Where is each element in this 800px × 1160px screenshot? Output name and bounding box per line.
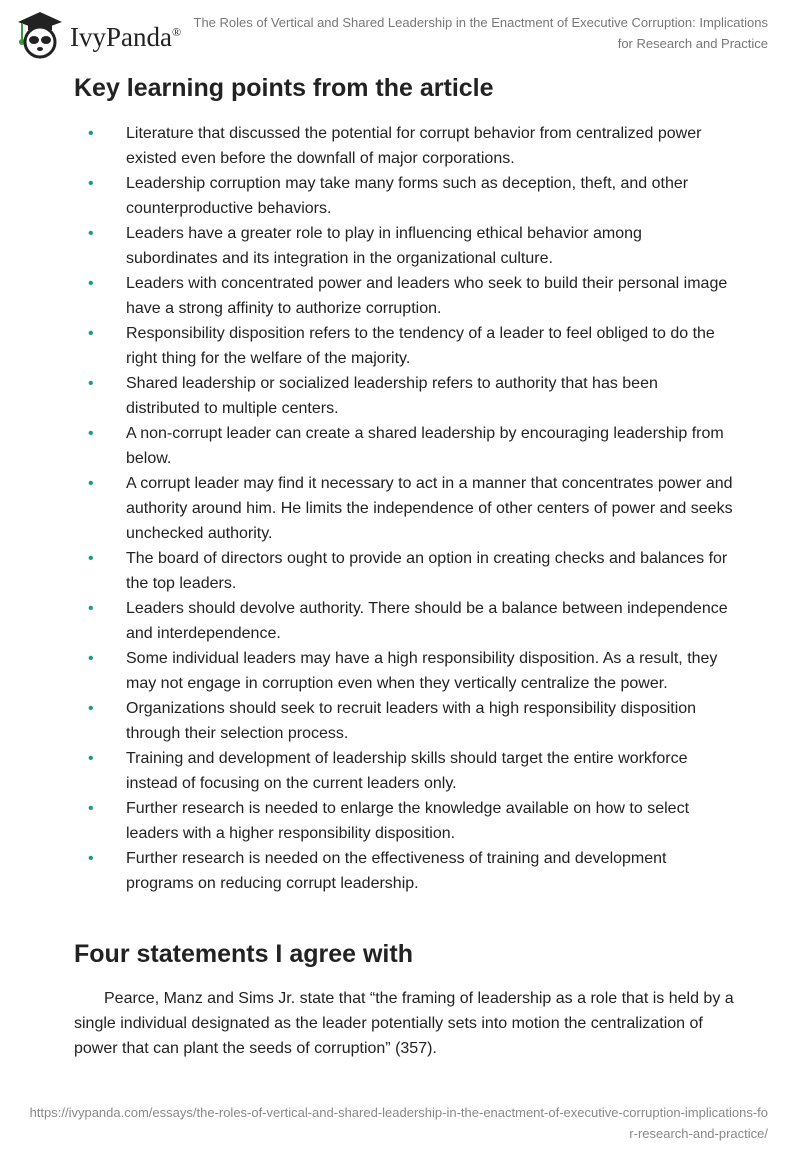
- list-item-text: Leadership corruption may take many forms such as deception, theft, and other counterproductive behaviors.: [126, 175, 689, 217]
- list-item: [74, 171, 734, 221]
- list-item: [74, 221, 734, 271]
- body-paragraph: Pearce, Manz and Sims Jr. state that “the framing of leadership as a role that is held by a single individual designated as the leader potentially sets into motion the centralization of power that can plant the seeds of corruption” (357).: [74, 990, 734, 1057]
- logo[interactable]: [14, 8, 181, 60]
- list-item-text: A corrupt leader may find it necessary to act in a manner that concentrates power and authority around him. He limits the independence of other centers of power and seeks unchecked authority.: [126, 475, 733, 542]
- bullet-icon: •: [88, 650, 94, 667]
- list-item-text: Further research is needed to enlarge the knowledge available on how to select leaders with a higher responsibility disposition.: [126, 800, 690, 842]
- bullet-icon: •: [88, 375, 94, 392]
- bullet-icon: •: [88, 600, 94, 617]
- list-item-text: Further research is needed on the effectiveness of training and development programs on reducing corrupt leadership.: [126, 850, 667, 892]
- key-points-list: [74, 121, 734, 896]
- list-item: [74, 271, 734, 321]
- bullet-icon: •: [88, 750, 94, 767]
- list-item-text: A non-corrupt leader can create a shared leadership by encouraging leadership from below.: [126, 425, 724, 467]
- list-item-text: Literature that discussed the potential for corrupt behavior from centralized power existed even before the downfall of major corporations.: [126, 125, 702, 167]
- bullet-icon: •: [88, 175, 94, 192]
- list-item: [74, 746, 734, 796]
- list-item: [74, 596, 734, 646]
- bullet-icon: •: [88, 325, 94, 342]
- list-item-text: Responsibility disposition refers to the tendency of a leader to feel obliged to do the right thing for the welfare of the majority.: [126, 325, 715, 367]
- list-item: [74, 421, 734, 471]
- panda-logo-icon: [14, 8, 66, 60]
- bullet-icon: •: [88, 225, 94, 242]
- list-item: [74, 321, 734, 371]
- list-item-text: Shared leadership or socialized leadership refers to authority that has been distributed to multiple centers.: [126, 375, 658, 417]
- list-item: [74, 121, 734, 171]
- list-item-text: Leaders have a greater role to play in influencing ethical behavior among subordinates and its integration in the organizational culture.: [126, 225, 642, 267]
- bullet-icon: •: [88, 425, 94, 442]
- bullet-icon: •: [88, 275, 94, 292]
- list-item-text: Leaders with concentrated power and leaders who seek to build their personal image have a strong affinity to authorize corruption.: [126, 275, 728, 317]
- bullet-icon: •: [88, 800, 94, 817]
- list-item-text: The board of directors ought to provide an option in creating checks and balances for the top leaders.: [126, 550, 728, 592]
- list-item-text: Training and development of leadership skills should target the entire workforce instead of focusing on the current leaders only.: [126, 750, 688, 792]
- list-item: [74, 471, 734, 546]
- bullet-icon: •: [88, 125, 94, 142]
- list-item-text: Organizations should seek to recruit leaders with a high responsibility disposition through their selection process.: [126, 700, 697, 742]
- list-item-text: Leaders should devolve authority. There should be a balance between independence and interdependence.: [126, 600, 728, 642]
- bullet-icon: •: [88, 700, 94, 717]
- section-heading-key-points: Key learning points from the article: [74, 74, 494, 102]
- list-item: [74, 371, 734, 421]
- section-heading-agree: Four statements I agree with: [74, 940, 413, 968]
- list-item: [74, 846, 734, 896]
- list-item: [74, 646, 734, 696]
- bullet-icon: •: [88, 550, 94, 567]
- bullet-icon: •: [88, 475, 94, 492]
- list-item: [74, 696, 734, 746]
- list-item-text: Some individual leaders may have a high responsibility disposition. As a result, they may not engage in corruption even when they vertically centralize the power.: [126, 650, 718, 692]
- document-title: The Roles of Vertical and Shared Leadership in the Enactment of Executive Corruption: Implications for Research and Practice: [193, 15, 768, 51]
- logo-text: IvyPanda®: [70, 21, 182, 52]
- footer-url[interactable]: https://ivypanda.com/essays/the-roles-of-vertical-and-shared-leadership-in-the-enactment-of-executive-corruption-implications-for-research-and-practice/: [29, 1105, 768, 1141]
- list-item: [74, 796, 734, 846]
- bullet-icon: •: [88, 850, 94, 867]
- list-item: [74, 546, 734, 596]
